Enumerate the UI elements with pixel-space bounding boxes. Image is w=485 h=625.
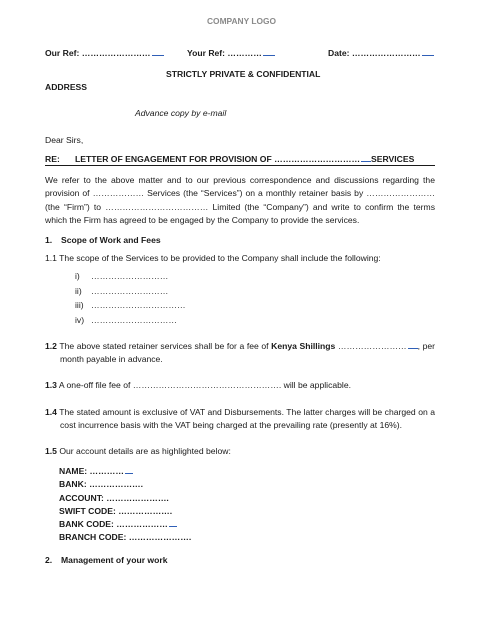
clause-1-5: 1.5 Our account details are as highlighted below: bbox=[45, 446, 231, 456]
date-field: Date: …………………… bbox=[328, 48, 434, 58]
address-label: ADDRESS bbox=[45, 82, 88, 92]
your-ref-field-link[interactable] bbox=[263, 48, 275, 56]
scope-list-item: iii) …………………………… bbox=[75, 300, 186, 310]
account-branch-code: BRANCH CODE: …………………. bbox=[59, 532, 192, 542]
our-ref: Our Ref: …………………… bbox=[45, 48, 164, 58]
your-ref: Your Ref: ………… bbox=[187, 48, 275, 58]
section-2-heading: 2. Management of your work bbox=[45, 555, 168, 565]
re-subject: LETTER OF ENGAGEMENT FOR PROVISION OF ………………………… SERVICES bbox=[75, 154, 415, 164]
account-number: ACCOUNT: …………………. bbox=[59, 493, 169, 503]
account-bank-code: BANK CODE: ……………… bbox=[59, 519, 177, 529]
account-swift-code: SWIFT CODE: ………………. bbox=[59, 506, 173, 516]
salutation: Dear Sirs, bbox=[45, 135, 84, 145]
account-name-link[interactable] bbox=[125, 466, 133, 474]
advance-copy-note: Advance copy by e-mail bbox=[135, 108, 227, 118]
scope-list-item: i) ……………………… bbox=[75, 271, 169, 281]
account-name: NAME: ………… bbox=[59, 466, 133, 476]
date-field-link[interactable] bbox=[422, 48, 434, 56]
company-logo: COMPANY LOGO bbox=[207, 16, 277, 26]
re-label: RE: bbox=[45, 154, 60, 164]
section-1-heading: 1. Scope of Work and Fees bbox=[45, 235, 161, 245]
scope-list-item: iv) ………………………… bbox=[75, 315, 177, 325]
fee-field-link[interactable] bbox=[408, 341, 418, 349]
clause-1-3: 1.3 A one-off file fee of ……………………………………………. will be applicable. bbox=[45, 380, 351, 390]
account-bank: BANK: ………………. bbox=[59, 479, 144, 489]
bank-code-link[interactable] bbox=[169, 519, 177, 527]
clause-1-4: 1.4 The stated amount is exclusive of VAT and Disbursements. The latter charges will be charged on a cost incurrence basis with the VAT being charged at the prevailing rate (presently at 16%). bbox=[45, 407, 436, 431]
clause-1-1: 1.1 The scope of the Services to be provided to the Company shall include the following: bbox=[45, 253, 381, 263]
scope-list-item: ii) ……………………… bbox=[75, 286, 169, 296]
re-divider bbox=[45, 165, 435, 166]
clause-1-2: 1.2 The above stated retainer services shall be for a fee of Kenya Shillings …………………… , per month payable in advance. bbox=[45, 341, 436, 365]
confidential-heading: STRICTLY PRIVATE & CONFIDENTIAL bbox=[166, 69, 321, 79]
our-ref-field-link[interactable] bbox=[152, 48, 164, 56]
re-field-link[interactable] bbox=[361, 154, 371, 162]
intro-paragraph: We refer to the above matter and to our previous correspondence and discussions regarding the provision of ……………… Services (the “Services”) on a monthly retainer basis by …………………… (the “Firm”) to ……………………………… Limited (the “Company”) and write to confirm the terms which the Firm has agreed to be engaged by the Company to provide the services. bbox=[45, 175, 435, 226]
